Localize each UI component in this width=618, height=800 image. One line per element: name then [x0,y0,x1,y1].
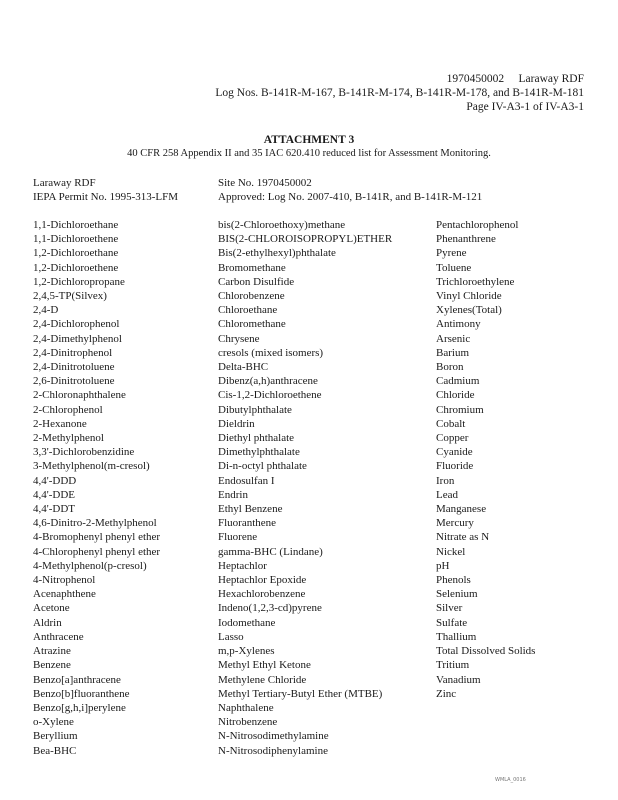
parameter-item: m,p-Xylenes [218,645,275,658]
site-number: Site No. 1970450002 [218,177,312,189]
parameter-item: 2,4-Dimethylphenol [33,332,122,345]
parameter-item: 2,4-Dinitrophenol [33,346,113,359]
parameter-item: Vanadium [436,673,481,686]
parameter-item: cresols (mixed isomers) [218,346,324,359]
parameter-item: 4,4'-DDT [33,503,76,516]
parameter-item: Dibutylphthalate [218,403,292,416]
parameter-item: 4-Nitrophenol [33,574,96,587]
parameter-item: Vinyl Chloride [436,290,502,303]
parameter-item: Bromomethane [218,261,286,274]
parameter-item: 2-Methylphenol [33,432,104,445]
parameter-item: 2,4-D [33,304,59,317]
bates-stamp: WMLA_0016 [495,777,526,783]
parameter-item: Bis(2-ethylhexyl)phthalate [218,247,336,260]
parameter-item: Selenium [436,588,478,601]
parameter-item: Delta-BHC [218,361,269,374]
parameter-item: Trichloroethylene [436,275,515,288]
parameter-item: Arsenic [436,332,471,345]
parameter-item: 4-Bromophenyl phenyl ether [33,531,161,544]
parameter-column-3 [436,218,535,701]
parameter-item: 3,3'-Dichlorobenzidine [33,446,135,459]
parameter-item: Toluene [436,261,472,274]
page-header [215,72,584,114]
parameter-item: Cis-1,2-Dichloroethene [218,389,322,402]
approval-line: Approved: Log No. 2007-410, B-141R, and B-141R-M-121 [218,191,483,203]
parameter-item: Benzo[a]anthracene [33,673,121,686]
parameter-item: Total Dissolved Solids [436,645,536,658]
parameter-item: gamma-BHC (Lindane) [218,545,323,558]
parameter-item: N-Nitrosodimethylamine [218,730,329,743]
parameter-item: 2-Chloronaphthalene [33,389,126,402]
parameter-item: Phenols [436,574,471,587]
parameter-item: BIS(2-CHLOROISOPROPYL)ETHER [218,233,393,246]
info-right-block [218,176,482,204]
parameter-item: Copper [436,432,469,445]
parameter-item: 2-Chlorophenol [33,403,103,416]
parameter-item: Indeno(1,2,3-cd)pyrene [218,602,322,615]
parameter-item: Aldrin [33,616,62,629]
parameter-item: Fluoride [436,460,474,473]
parameter-item: Carbon Disulfide [218,275,295,288]
header-site-line: 1970450002 Laraway RDF [446,73,584,85]
parameter-item: Acetone [33,602,70,615]
parameter-item: Di-n-octyl phthalate [218,460,307,473]
parameter-item: Barium [436,346,469,359]
parameter-item: Atrazine [33,645,71,658]
parameter-item: 1,1-Dichloroethene [33,233,119,246]
parameter-item: Bea-BHC [33,744,77,757]
parameter-item: Chloride [436,389,475,402]
info-left-block [33,176,178,204]
parameter-item: Lead [436,488,458,501]
parameter-item: Hexachlorobenzene [218,588,306,601]
parameter-item: Benzo[g,h,i]perylene [33,701,126,714]
parameter-item: Silver [436,602,463,615]
parameter-item: 4,4'-DDE [33,488,76,501]
parameter-item: Iron [436,474,455,487]
parameter-item: Endosulfan I [218,474,275,487]
parameter-item: 2,4-Dichlorophenol [33,318,120,331]
parameter-column-1 [33,218,160,758]
parameter-item: 2,4-Dinitrotoluene [33,361,115,374]
parameter-item: Anthracene [33,630,84,643]
parameter-item: Antimony [436,318,481,331]
parameter-item: pH [436,559,450,572]
parameter-item: 4-Methylphenol(p-cresol) [33,559,147,572]
parameter-item: Pentachlorophenol [436,219,519,231]
parameter-item: Chloromethane [218,318,286,331]
parameter-item: Sulfate [436,616,468,629]
parameter-item: bis(2-Chloroethoxy)methane [218,219,346,231]
parameter-item: Nickel [436,545,466,558]
parameter-item: 1,2-Dichloropropane [33,275,125,288]
parameter-item: Phenanthrene [436,233,496,246]
parameter-item: Diethyl phthalate [218,432,295,445]
parameter-item: Chromium [436,403,484,416]
parameter-item: Methyl Ethyl Ketone [218,659,311,672]
parameter-item: Tritium [436,659,470,672]
parameter-item: 4,6-Dinitro-2-Methylphenol [33,517,157,530]
parameter-item: 1,1-Dichloroethane [33,219,119,231]
parameter-item: Chlorobenzene [218,290,285,303]
parameter-item: 2,6-Dinitrotoluene [33,375,115,388]
parameter-item: 2-Hexanone [33,417,87,430]
parameter-item: Fluoranthene [218,517,277,530]
header-page-line: Page IV-A3-1 of IV-A3-1 [466,101,584,113]
parameter-item: Methylene Chloride [218,673,307,686]
parameter-item: Mercury [436,517,474,530]
parameter-item: Chrysene [218,332,260,345]
parameter-item: Thallium [436,630,477,643]
parameter-item: Benzo[b]fluoranthene [33,687,130,700]
parameter-item: 4,4'-DDD [33,474,77,487]
parameter-item: Ethyl Benzene [218,503,283,516]
parameter-item: Nitrate as N [436,531,490,544]
parameter-item: 1,2-Dichloroethene [33,261,119,274]
parameter-item: Heptachlor Epoxide [218,574,307,587]
parameter-item: Xylenes(Total) [436,304,502,317]
parameter-item: o-Xylene [33,716,74,729]
document-subtitle: 40 CFR 258 Appendix II and 35 IAC 620.410 reduced list for Assessment Monitoring. [127,148,491,159]
parameter-item: 4-Chlorophenyl phenyl ether [33,545,161,558]
parameter-item: Lasso [218,630,244,643]
parameter-item: Nitrobenzene [218,716,278,729]
parameter-item: Manganese [436,503,487,516]
parameter-item: Cyanide [436,446,473,459]
header-log-line: Log Nos. B-141R-M-167, B-141R-M-174, B-141R-M-178, and B-141R-M-181 [215,87,584,99]
parameter-item: Dibenz(a,h)anthracene [218,375,318,388]
parameter-item: Fluorene [218,531,258,544]
permit-number: IEPA Permit No. 1995-313-LFM [33,191,179,203]
parameter-column-2 [218,218,392,758]
facility-name: Laraway RDF [33,177,96,189]
parameter-item: Chloroethane [218,304,278,317]
parameter-item: Heptachlor [218,559,267,572]
parameter-item: Cobalt [436,417,466,430]
parameter-item: Dimethylphthalate [218,446,300,459]
parameter-item: Cadmium [436,375,480,388]
parameter-item: Beryllium [33,730,78,743]
parameter-item: Naphthalene [218,701,274,714]
parameter-item: Iodomethane [218,616,276,629]
parameter-item: 2,4,5-TP(Silvex) [33,290,107,303]
parameter-item: 1,2-Dichloroethane [33,247,119,260]
parameter-item: Dieldrin [218,417,255,430]
parameter-item: Benzene [33,659,71,672]
parameter-item: N-Nitrosodiphenylamine [218,744,328,757]
parameter-item: 3-Methylphenol(m-cresol) [33,460,150,473]
parameter-item: Boron [436,361,464,374]
parameter-item: Pyrene [436,247,467,260]
parameter-item: Endrin [218,488,248,501]
parameter-item: Zinc [436,687,457,700]
parameter-item: Acenaphthene [33,588,96,601]
parameter-item: Methyl Tertiary-Butyl Ether (MTBE) [218,687,383,700]
document-title: ATTACHMENT 3 [263,134,355,146]
